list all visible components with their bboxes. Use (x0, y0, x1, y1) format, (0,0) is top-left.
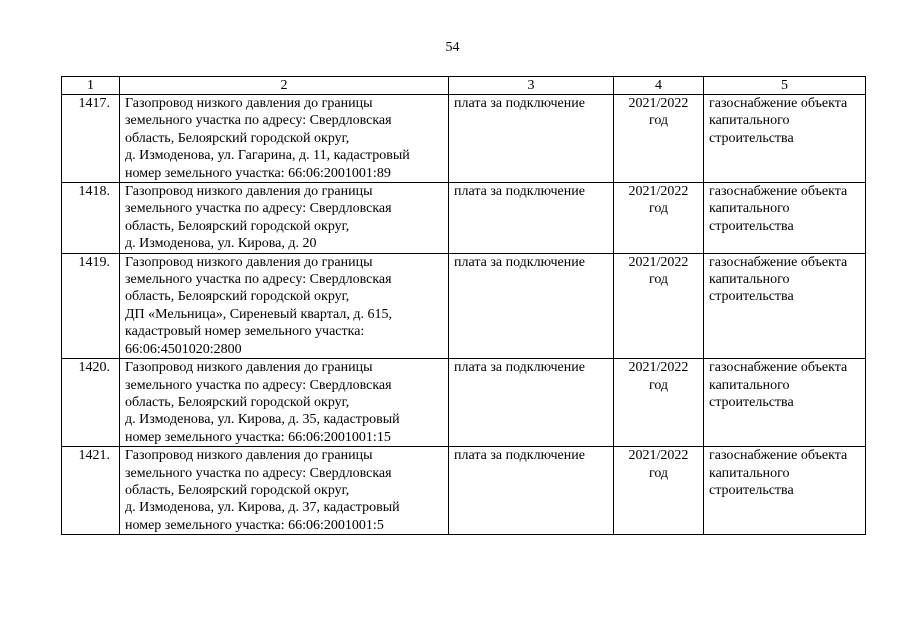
page-number: 54 (445, 40, 460, 55)
object-description: Газопровод низкого давления до границы земельного участка по адресу: Свердловская область, Белоярский городской округ, д. Измоденова, ул. Гагарина, д. 11, кадастровый номер земельного участка: 66:06:2001001:89 (120, 95, 449, 183)
table-row (62, 183, 866, 254)
column-header-1: 1 (62, 77, 120, 95)
payment-type: плата за подключение (449, 359, 614, 447)
row-number: 1417. (62, 95, 120, 183)
period: 2021/2022 год (614, 447, 704, 535)
payment-type: плата за подключение (449, 95, 614, 183)
table-row (62, 253, 866, 358)
object-description: Газопровод низкого давления до границы земельного участка по адресу: Свердловская область, Белоярский городской округ, д. Измоденова, ул. Кирова, д. 35, кадастровый номер земельного участка: 66:06:2001001:15 (120, 359, 449, 447)
header-row (62, 77, 866, 95)
column-header-4: 4 (614, 77, 704, 95)
column-header-2: 2 (120, 77, 449, 95)
payment-type: плата за подключение (449, 253, 614, 358)
purpose: газоснабжение объекта капитального строительства (704, 183, 866, 254)
row-number: 1418. (62, 183, 120, 254)
period: 2021/2022 год (614, 253, 704, 358)
object-description: Газопровод низкого давления до границы земельного участка по адресу: Свердловская область, Белоярский городской округ, д. Измоденова, ул. Кирова, д. 20 (120, 183, 449, 254)
purpose: газоснабжение объекта капитального строительства (704, 359, 866, 447)
row-number: 1421. (62, 447, 120, 535)
payment-type: плата за подключение (449, 183, 614, 254)
purpose: газоснабжение объекта капитального строительства (704, 95, 866, 183)
row-number: 1419. (62, 253, 120, 358)
period: 2021/2022 год (614, 95, 704, 183)
object-description: Газопровод низкого давления до границы земельного участка по адресу: Свердловская область, Белоярский городской округ, д. Измоденова, ул. Кирова, д. 37, кадастровый номер земельного участка: 66:06:2001001:5 (120, 447, 449, 535)
purpose: газоснабжение объекта капитального строительства (704, 253, 866, 358)
data-table (61, 76, 866, 535)
column-header-3: 3 (449, 77, 614, 95)
row-number: 1420. (62, 359, 120, 447)
period: 2021/2022 год (614, 359, 704, 447)
table-row (62, 359, 866, 447)
payment-type: плата за подключение (449, 447, 614, 535)
column-header-5: 5 (704, 77, 866, 95)
table-row (62, 447, 866, 535)
period: 2021/2022 год (614, 183, 704, 254)
table-row (62, 95, 866, 183)
purpose: газоснабжение объекта капитального строительства (704, 447, 866, 535)
object-description: Газопровод низкого давления до границы земельного участка по адресу: Свердловская область, Белоярский городской округ, ДП «Мельница», Сиреневый квартал, д. 615, кадастровый номер земельного участка: 66:06:4501020:2800 (120, 253, 449, 358)
